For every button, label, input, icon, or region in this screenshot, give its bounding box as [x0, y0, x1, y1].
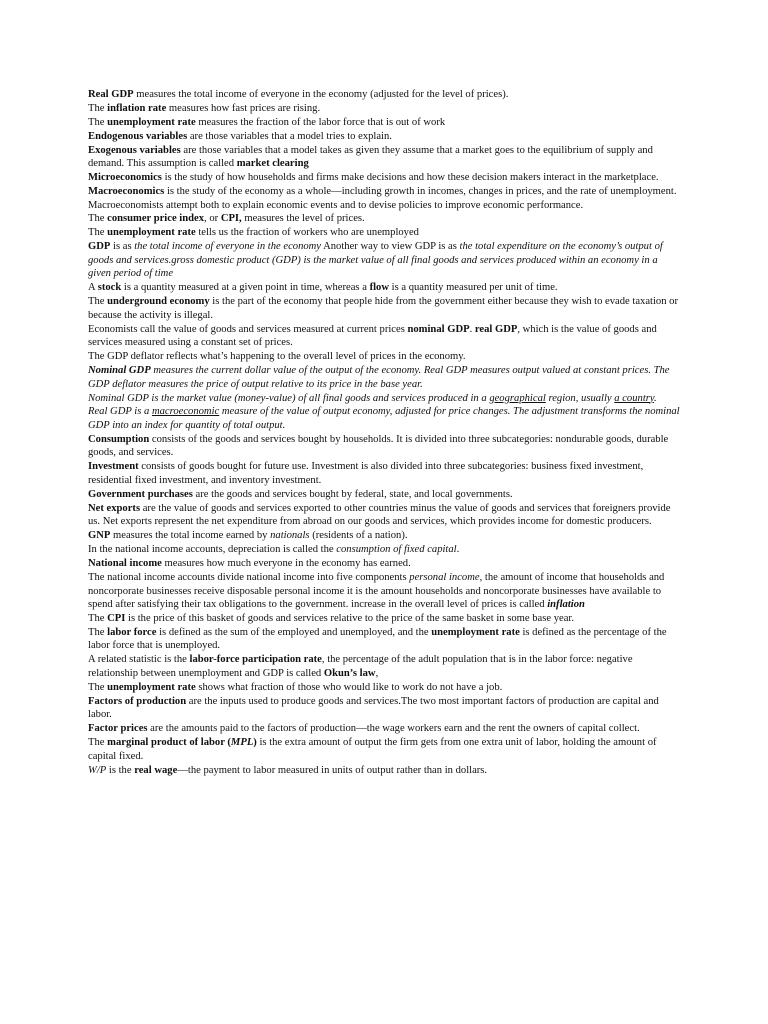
text-run: is the part of the economy that people hide from the government either because they wish to evade taxation or because the activity is illegal. [88, 296, 678, 321]
paragraph [88, 405, 680, 432]
term: a country [614, 392, 655, 404]
paragraph [88, 557, 680, 571]
text-run: , or [204, 213, 221, 225]
term: inflation [547, 599, 585, 611]
text-run: Economists call the value of goods and services measured at current prices [88, 323, 408, 335]
paragraph [88, 240, 680, 281]
document-body [88, 88, 680, 777]
text-run: The [88, 737, 108, 749]
term: Consumption [88, 433, 150, 445]
text-run: are the goods and services bought by federal, state, and local governments. [192, 488, 513, 500]
term: measure of the value of output economy, adjusted for price changes. The adjustment transforms the nominal GDP into an index for quantity of total output. [88, 406, 680, 431]
term: macroeconomic [151, 406, 220, 418]
paragraph [88, 171, 680, 185]
text-run: . [469, 323, 475, 335]
text-run: measures the total income of everyone in the economy (adjusted for the level of prices). [133, 89, 509, 100]
term: ) [253, 737, 257, 749]
term: consumption of fixed capital [336, 544, 457, 556]
paragraph [88, 185, 680, 212]
text-run: is the extra amount of output the firm gets from one extra unit of labor, holding the amount of capital fixed. [88, 737, 657, 762]
term: Okun’s law [323, 667, 376, 679]
text-run: consists of goods bought for future use. Investment is also divided into three subcategories: business fixed investment, residential fixed investment, and inventory investment. [88, 461, 644, 486]
text-run: is defined as the percentage of the labor force that is unemployed. [88, 626, 667, 652]
paragraph [88, 102, 680, 116]
text-run: A related statistic is the [88, 654, 190, 666]
term: unemployment rate [107, 116, 196, 128]
term: real GDP [474, 323, 518, 335]
term: flow [369, 282, 389, 294]
text-run: , which is the value of goods and services measured using a constant set of prices. [88, 323, 657, 349]
text-run: Another way to view GDP is as [321, 241, 460, 253]
paragraph [88, 144, 680, 171]
term: Factor prices [88, 723, 148, 735]
paragraph [88, 502, 680, 529]
term: unemployment rate [107, 681, 196, 693]
text-run: The [88, 626, 108, 638]
term: nominal GDP [407, 323, 470, 335]
text-run: are those variables that a model tries to explain. [187, 130, 392, 142]
term: underground economy [107, 296, 210, 308]
text-run: is a quantity measured per unit of time. [388, 282, 558, 294]
term: market clearing [236, 158, 309, 170]
paragraph [88, 626, 680, 653]
term: Investment [88, 461, 139, 473]
text-run: (residents of a nation). [309, 530, 408, 542]
paragraph [88, 392, 680, 406]
text-run: measures the level of prices. [241, 213, 365, 225]
term: Microeconomics [88, 172, 162, 184]
term: CPI [107, 612, 126, 624]
paragraph [88, 295, 680, 322]
paragraph [88, 543, 680, 557]
text-run: is the study of how households and firms make decisions and how these decision makers interact in the marketplace. [161, 172, 659, 184]
paragraph [88, 681, 680, 695]
paragraph [88, 130, 680, 144]
paragraph [88, 695, 680, 722]
text-run: shows what fraction of those who would like to work do not have a job. [195, 681, 503, 693]
paragraph [88, 212, 680, 226]
text-run: tells us the fraction of workers who are unemployed [195, 227, 419, 239]
text-run: The [88, 296, 108, 308]
term: GDP [88, 241, 111, 253]
text-run: consists of the goods and services bought by households. It is divided into three subcategories: nondurable goods, durable goods, and services. [88, 433, 669, 459]
text-run: The [88, 116, 108, 128]
term: region, usually [545, 392, 615, 404]
text-run: The [88, 227, 108, 239]
text-run: , the percentage of the adult population that is in the labor force: negative relationship between unemployment and GDP is called [88, 654, 633, 679]
term: nationals [270, 530, 310, 542]
paragraph [88, 529, 680, 543]
text-run: The [88, 102, 108, 114]
term: Endogenous variables [88, 130, 188, 142]
term: Nominal GDP is the market value (money-value) of all final goods and services produced in a [88, 392, 490, 404]
text-run: A [88, 282, 98, 294]
paragraph [88, 323, 680, 350]
term: labor force [107, 626, 157, 638]
paragraph [88, 736, 680, 763]
paragraph [88, 116, 680, 130]
paragraph [88, 571, 680, 612]
paragraph [88, 764, 680, 778]
text-run: is a quantity measured at a given point in time, whereas a [121, 282, 370, 294]
text-run: measures the total income earned by [110, 530, 271, 542]
term: Government purchases [88, 488, 193, 500]
term: Factors of production [88, 695, 187, 707]
text-run: —the payment to labor measured in units of output rather than in dollars. [177, 764, 488, 776]
term: Nominal GDP [88, 365, 151, 377]
text-run: . [456, 544, 460, 556]
text-run: is the study of the economy as a whole—including growth in incomes, changes in prices, and the rate of unemployment. Macroeconomists attempt both to explain economic events and to devise policies to improve economic performance. [88, 185, 677, 211]
text-run: The [88, 612, 108, 624]
paragraph [88, 460, 680, 487]
paragraph [88, 364, 680, 391]
term: National income [88, 558, 162, 570]
term: MPL [230, 737, 254, 749]
text-run: , [375, 667, 379, 679]
term: GNP [88, 530, 111, 542]
term: consumer price index [107, 213, 205, 225]
paragraph [88, 433, 680, 460]
text-run: is as [110, 241, 135, 253]
term: Real GDP [88, 89, 134, 100]
term: the total income of everyone in the economy [134, 241, 322, 253]
text-run: are the amounts paid to the factors of production—the wage workers earn and the rent the owners of capital collect. [147, 723, 640, 735]
term: CPI, [220, 213, 242, 225]
term: real wage [134, 764, 178, 776]
paragraph [88, 226, 680, 240]
text-run: measures the fraction of the labor force that is out of work [195, 116, 446, 128]
text-run: In the national income accounts, depreciation is called the [88, 544, 337, 556]
term: the total expenditure on the economy’s output of goods and services.gross domestic product (GDP) is the market value of all final goods and services produced within an economy in a given period of time [88, 241, 663, 280]
term: unemployment rate [431, 626, 520, 638]
text-run: is the [106, 764, 135, 776]
term: Exogenous variables [88, 144, 181, 156]
term: Real GDP is a [88, 406, 152, 418]
text-run: is the price of this basket of goods and services relative to the price of the same basket in some base year. [125, 612, 574, 624]
term: Net exports [88, 502, 141, 514]
text-run: measures how much everyone in the economy has earned. [161, 558, 411, 570]
text-run: are the inputs used to produce goods and services.The two most important factors of production are capital and labor. [88, 695, 659, 721]
text-run: , the amount of income that households and noncorporate businesses receive disposable personal income it is the amount households and noncorporate businesses have available to spend after satisfying their tax obligations to the government. increase in the overall level of prices is called [88, 571, 665, 611]
text-run: The [88, 213, 108, 225]
text-run: The national income accounts divide national income into five components [88, 571, 410, 583]
paragraph [88, 488, 680, 502]
term: stock [97, 282, 122, 294]
text-run: measures how fast prices are rising. [166, 102, 321, 114]
paragraph [88, 281, 680, 295]
term: geographical [489, 392, 546, 404]
term: Macroeconomics [88, 185, 165, 197]
text-run: The GDP deflator reflects what’s happening to the overall level of prices in the economy. [88, 351, 466, 363]
term: labor-force participation rate [189, 654, 322, 666]
term: marginal product of labor ( [107, 737, 231, 749]
paragraph [88, 653, 680, 680]
term: unemployment rate [107, 227, 196, 239]
paragraph [88, 88, 680, 102]
term: personal income [409, 571, 480, 583]
term: W/P [88, 764, 107, 776]
text-run: The [88, 681, 108, 693]
term: measures the current dollar value of the output of the economy. Real GDP measures output valued at constant prices. The GDP deflator measures the price of output relative to its price in the base year. [88, 365, 670, 390]
text-run: are the value of goods and services exported to other countries minus the value of goods and services that foreigners provide us. Net exports represent the net expenditure from abroad on our goods and services, which provides income for domestic producers. [88, 502, 671, 528]
text-run: are those variables that a model takes as given they assume that a market goes to the equilibrium of supply and demand. This assumption is called [88, 144, 653, 170]
paragraph [88, 612, 680, 626]
paragraph [88, 722, 680, 736]
text-run: is defined as the sum of the employed and unemployed, and the [156, 626, 432, 638]
paragraph [88, 350, 680, 364]
term: inflation rate [107, 102, 167, 114]
term: . [654, 392, 657, 404]
